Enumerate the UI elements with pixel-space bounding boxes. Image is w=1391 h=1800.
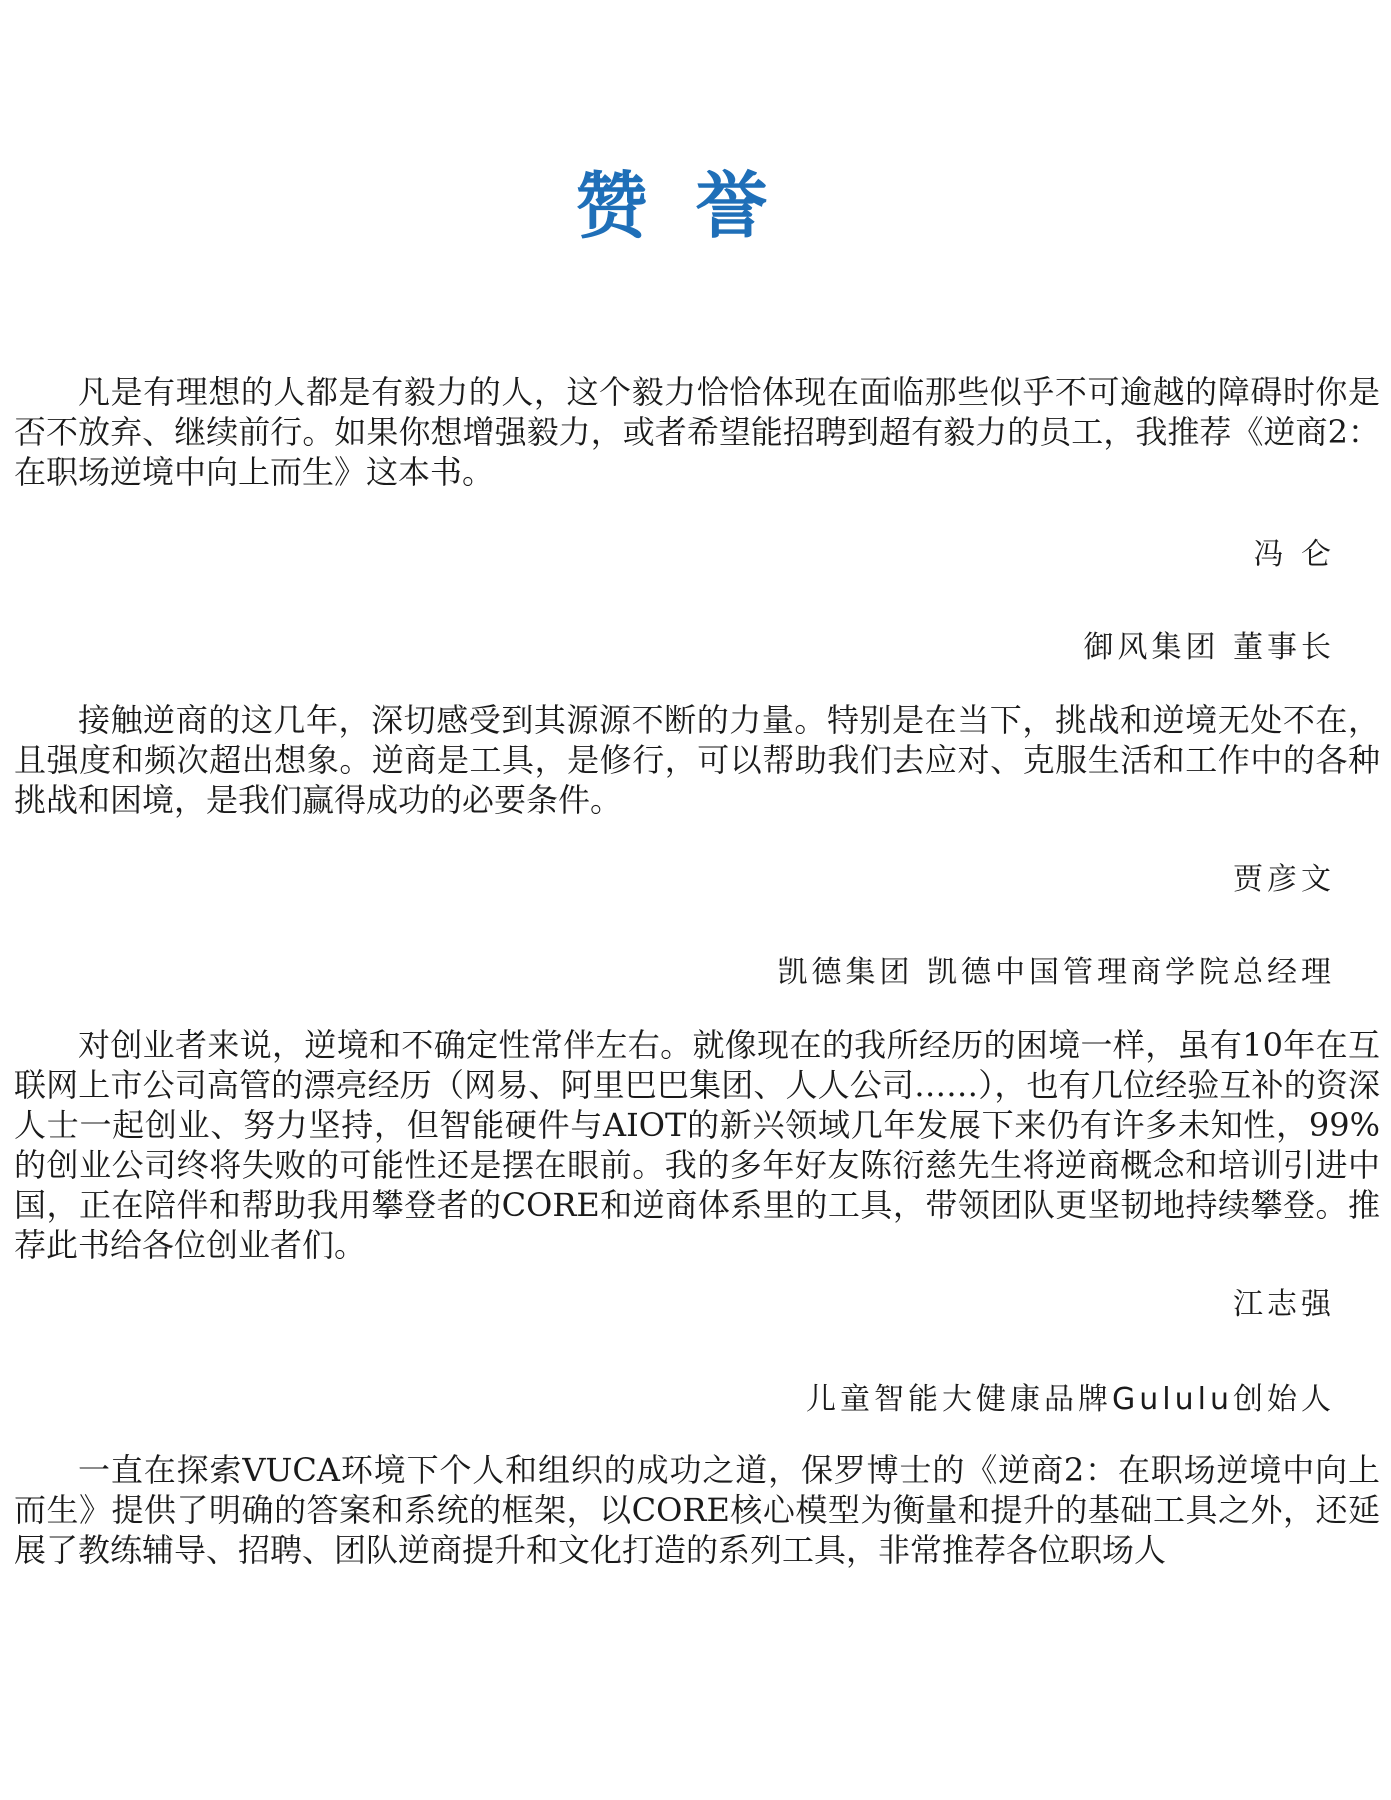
endorser-name: 贾彦文	[1233, 862, 1335, 897]
endorser-title: 御风集团 董事长	[1083, 630, 1335, 665]
page-title: 赞誉	[575, 164, 816, 248]
endorsement-text: 一直在探索VUCA环境下个人和组织的成功之道，保罗博士的《逆商2：在职场逆境中向上而生》提供了明确的答案和系统的框架，以CORE核心模型为衡量和提升的基础工具之外，还延展了教练辅导、招聘、团队逆商提升和文化打造的系列工具，非常推荐各位职场人	[14, 1451, 1380, 1569]
endorsement-text: 接触逆商的这几年，深切感受到其源源不断的力量。特别是在当下，挑战和逆境无处不在，且强度和频次超出想象。逆商是工具，是修行，可以帮助我们去应对、克服生活和工作中的各种挑战和困境，是我们赢得成功的必要条件。	[14, 701, 1380, 819]
endorser-name: 冯 仑	[1253, 537, 1335, 572]
endorser-name: 江志强	[1233, 1287, 1335, 1322]
endorser-title: 凯德集团 凯德中国管理商学院总经理	[777, 955, 1335, 990]
endorsement-text: 对创业者来说，逆境和不确定性常伴左右。就像现在的我所经历的困境一样，虽有10年在互联网上市公司高管的漂亮经历（网易、阿里巴巴集团、人人公司……），也有几位经验互补的资深人士一起创业、努力坚持，但智能硬件与AIOT的新兴领域几年发展下来仍有许多未知性，99%的创业公司终将失败的可能性还是摆在眼前。我的多年好友陈衍慈先生将逆商概念和培训引进中国，正在陪伴和帮助我用攀登者的CORE和逆商体系里的工具，带领团队更坚韧地持续攀登。推荐此书给各位创业者们。	[14, 1026, 1380, 1264]
endorser-title: 儿童智能大健康品牌Gululu创始人	[806, 1382, 1335, 1417]
endorsement-text: 凡是有理想的人都是有毅力的人，这个毅力恰恰体现在面临那些似乎不可逾越的障碍时你是否不放弃、继续前行。如果你想增强毅力，或者希望能招聘到超有毅力的员工，我推荐《逆商2：在职场逆境中向上而生》这本书。	[14, 373, 1380, 491]
